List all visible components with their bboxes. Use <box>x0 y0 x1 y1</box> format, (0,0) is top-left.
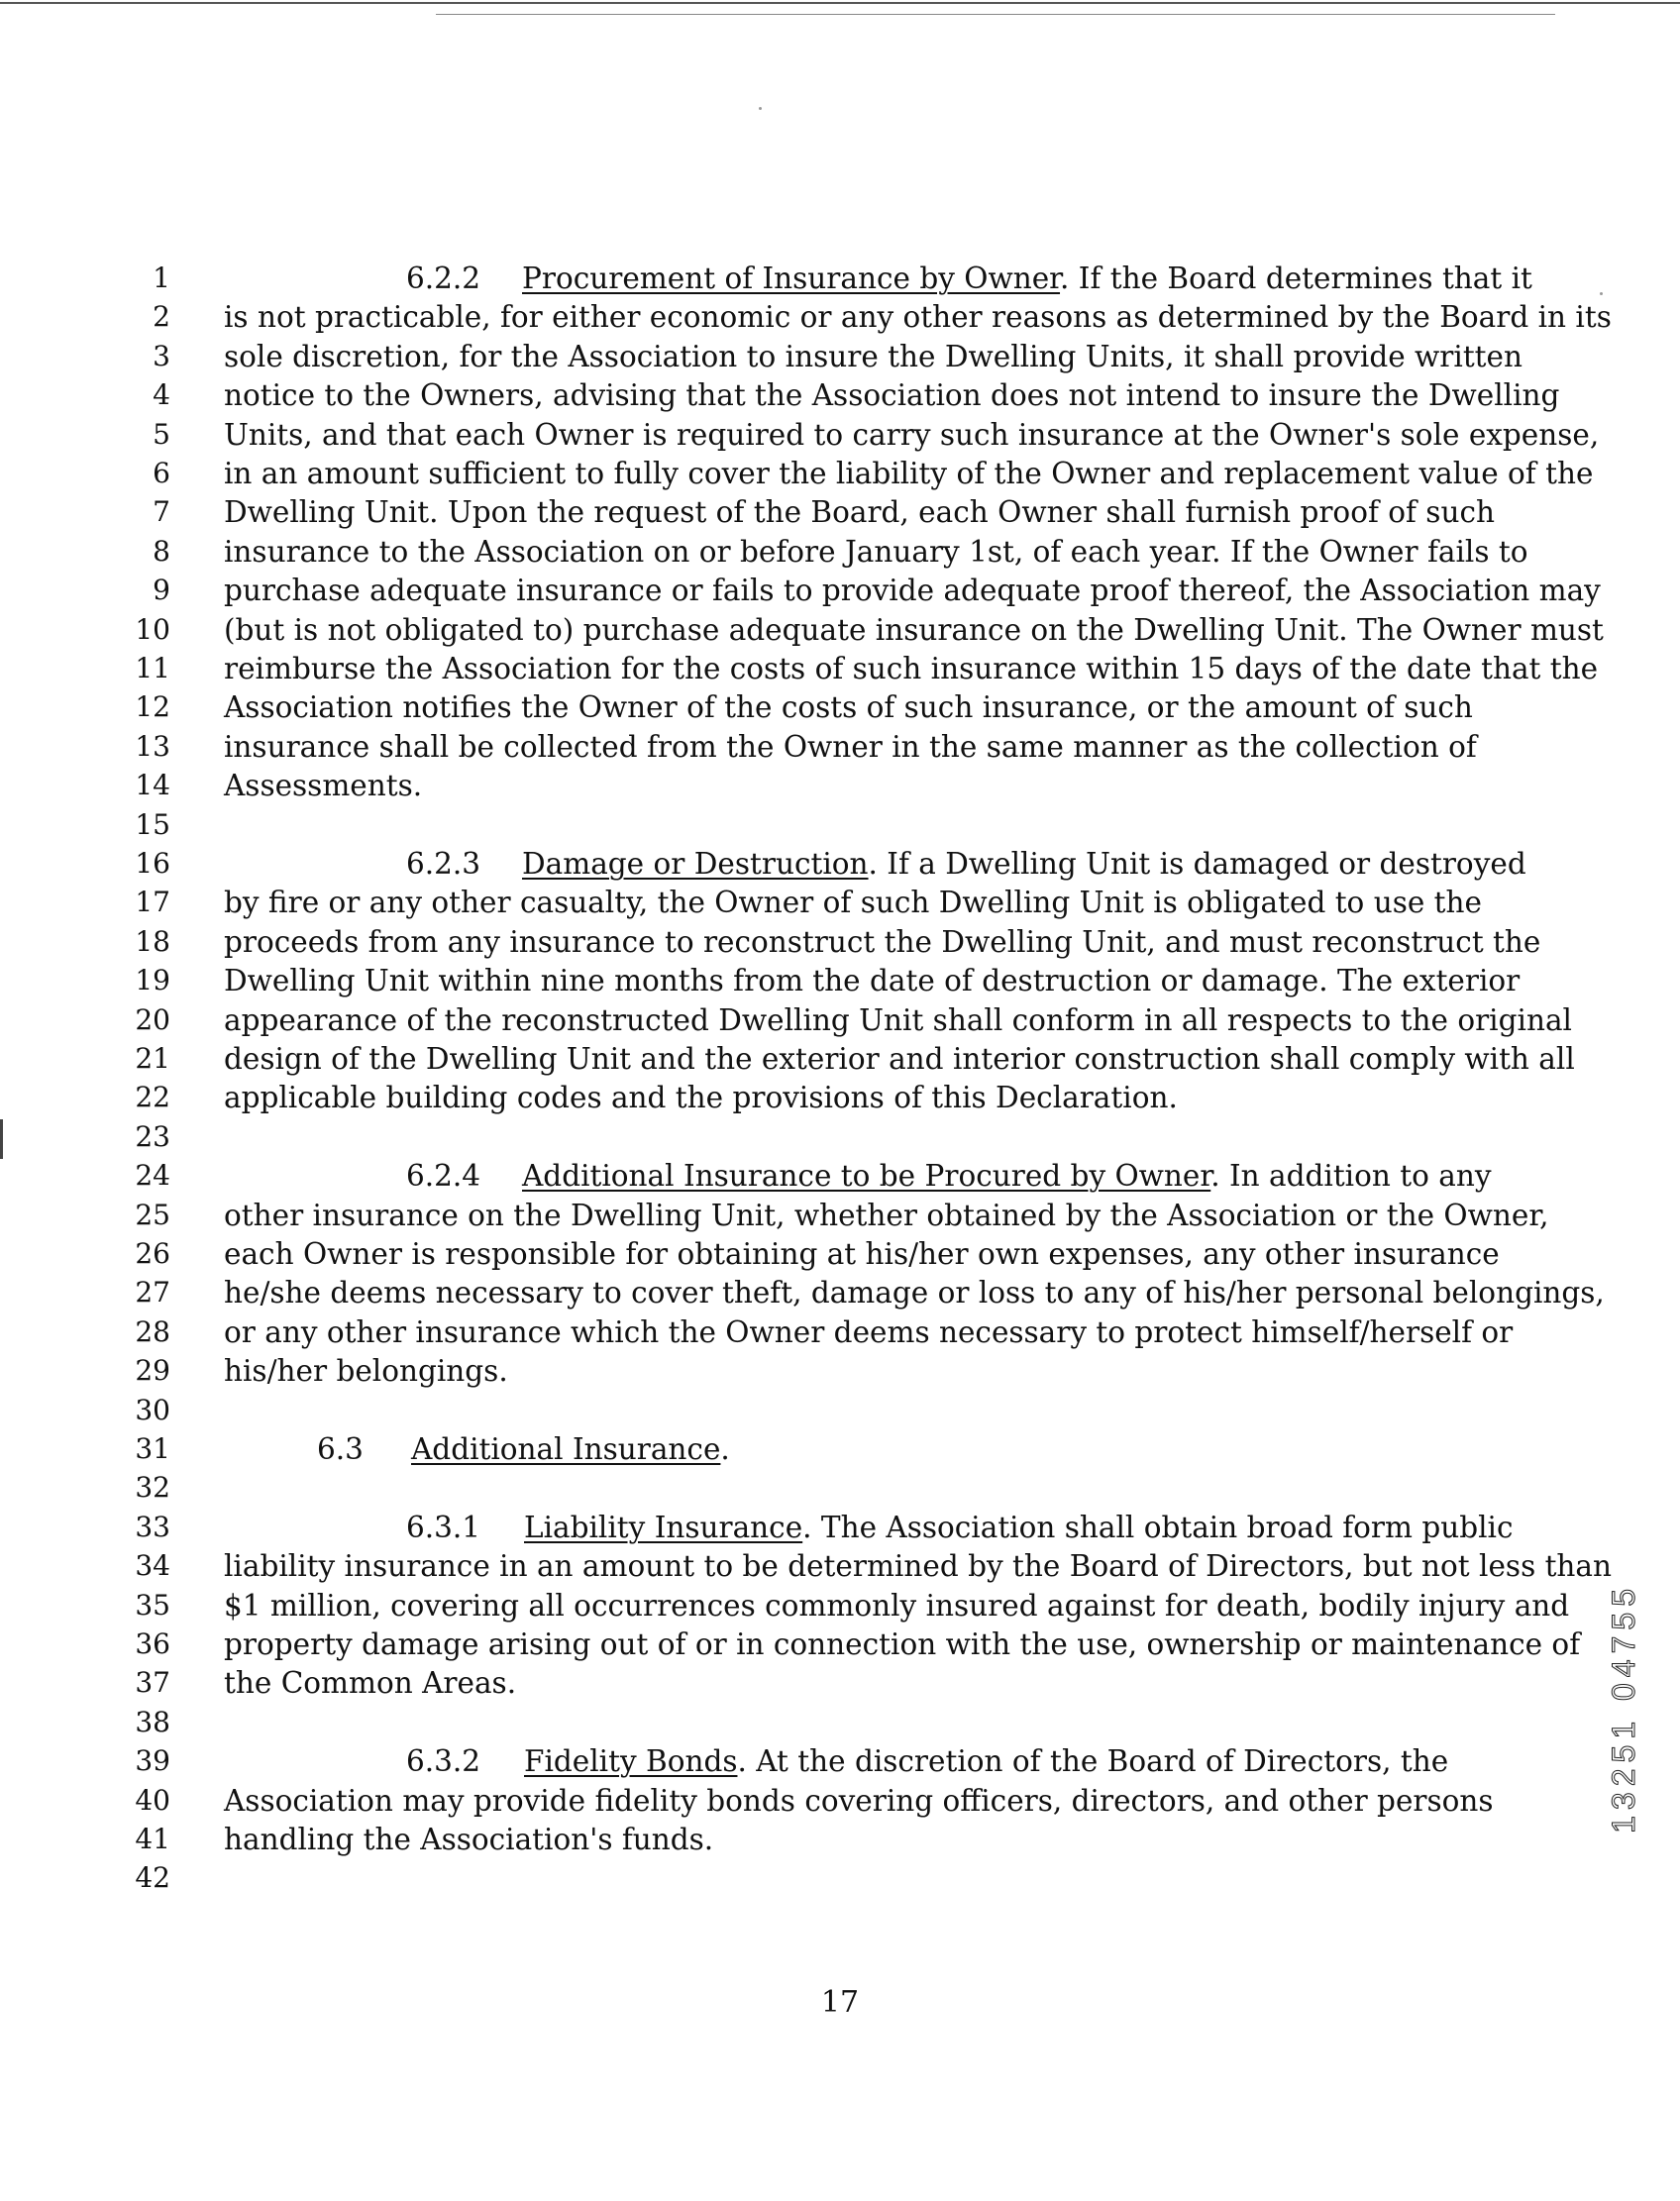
body-line: Assessments. <box>224 769 423 802</box>
body-line: Association notifies the Owner of the costs of such insurance, or the amount of such <box>224 690 1473 724</box>
scan-speck <box>759 107 762 110</box>
section-heading-line <box>224 1508 1514 1547</box>
line-number: 11 <box>135 652 170 684</box>
body-line: notice to the Owners, advising that the Association does not intend to insure the Dwelling <box>224 378 1560 412</box>
scan-top-border <box>0 2 1680 4</box>
line-number: 28 <box>135 1315 170 1348</box>
body-line: property damage arising out of or in connection with the use, ownership or maintenance of <box>224 1627 1581 1661</box>
section-number: 6.3.2 <box>406 1744 481 1778</box>
scan-speck <box>1600 292 1603 295</box>
recording-stamp: 13251 04755 <box>1606 1583 1641 1834</box>
line-number: 9 <box>153 574 170 606</box>
section-number: 6.2.4 <box>406 1159 481 1193</box>
line-number: 6 <box>153 457 170 489</box>
body-line: by fire or any other casualty, the Owner of such Dwelling Unit is obligated to use the <box>224 886 1482 919</box>
line-number: 36 <box>135 1627 170 1660</box>
section-number: 6.3 <box>317 1432 364 1466</box>
line-number: 7 <box>153 495 170 528</box>
body-line: Units, and that each Owner is required to carry such insurance at the Owner's sole expense, <box>224 418 1600 452</box>
body-line: insurance to the Association on or before January 1st, of each year. If the Owner fails to <box>224 535 1528 569</box>
line-number: 12 <box>135 690 170 723</box>
line-number: 39 <box>135 1744 170 1777</box>
line-number: 33 <box>135 1511 170 1543</box>
line-number: 5 <box>153 418 170 451</box>
line-number: 37 <box>135 1666 170 1699</box>
line-number: 35 <box>135 1589 170 1622</box>
body-line: is not practicable, for either economic or any other reasons as determined by the Board in its <box>224 300 1612 334</box>
section-heading: Damage or Destruction <box>522 847 869 881</box>
section-heading-line <box>224 259 1532 298</box>
body-line: reimburse the Association for the costs of such insurance within 15 days of the date that the <box>224 652 1599 685</box>
body-line: in an amount sufficient to fully cover the liability of the Owner and replacement value of the <box>224 457 1594 490</box>
body-line: Dwelling Unit within nine months from the date of destruction or damage. The exterior <box>224 964 1521 997</box>
line-number: 25 <box>135 1199 170 1231</box>
line-number: 21 <box>135 1042 170 1075</box>
body-line: (but is not obligated to) purchase adequate insurance on the Dwelling Unit. The Owner must <box>224 613 1604 647</box>
line-number: 41 <box>135 1823 170 1855</box>
heading-period: . <box>720 1432 730 1466</box>
section-heading-line <box>224 1741 1454 1781</box>
body-line: purchase adequate insurance or fails to provide adequate proof thereof, the Association may <box>224 574 1601 607</box>
section-heading: Additional Insurance <box>411 1432 721 1466</box>
line-number: 24 <box>135 1159 170 1192</box>
line-number: 20 <box>135 1003 170 1036</box>
line-number: 13 <box>135 730 170 763</box>
line-number: 1 <box>153 262 170 294</box>
line-number: 40 <box>135 1784 170 1817</box>
body-line: or any other insurance which the Owner deems necessary to protect himself/herself or <box>224 1315 1514 1349</box>
section-heading: Fidelity Bonds <box>524 1744 738 1778</box>
section-number: 6.3.1 <box>406 1511 481 1544</box>
line-number: 30 <box>135 1394 170 1426</box>
body-line: each Owner is responsible for obtaining at his/her own expenses, any other insurance <box>224 1237 1500 1271</box>
line-number: 26 <box>135 1237 170 1270</box>
body-line: he/she deems necessary to cover theft, damage or loss to any of his/her personal belongings, <box>224 1276 1605 1310</box>
body-line: sole discretion, for the Association to insure the Dwelling Units, it shall provide written <box>224 340 1522 373</box>
section-heading-line <box>224 844 1526 884</box>
line-number: 10 <box>135 613 170 646</box>
section-heading: Additional Insurance to be Procured by Owner <box>522 1159 1211 1193</box>
line-number: 14 <box>135 769 170 801</box>
section-heading-line <box>224 1429 1454 1469</box>
body-line: Association may provide fidelity bonds covering officers, directors, and other persons <box>224 1784 1494 1818</box>
body-line: $1 million, covering all occurrences commonly insured against for death, bodily injury and <box>224 1589 1570 1623</box>
scan-edge-mark <box>0 1119 3 1159</box>
line-number: 16 <box>135 847 170 880</box>
line-number: 38 <box>135 1706 170 1738</box>
body-line: Dwelling Unit. Upon the request of the Board, each Owner shall furnish proof of such <box>224 495 1495 529</box>
line-number: 27 <box>135 1276 170 1309</box>
heading-line-text: . In addition to any <box>1210 1159 1492 1193</box>
line-number: 31 <box>135 1432 170 1465</box>
body-line: liability insurance in an amount to be determined by the Board of Directors, but not less than <box>224 1549 1613 1583</box>
section-heading-line <box>224 1156 1492 1196</box>
heading-line-text: . At the discretion of the Board of Directors, the <box>737 1744 1449 1778</box>
line-number: 15 <box>135 808 170 841</box>
line-number: 4 <box>153 378 170 411</box>
line-number: 32 <box>135 1471 170 1504</box>
heading-line-text: . If the Board determines that it <box>1060 262 1532 295</box>
line-number: 17 <box>135 886 170 918</box>
body-line: his/her belongings. <box>224 1354 508 1388</box>
section-heading: Procurement of Insurance by Owner <box>522 262 1061 295</box>
line-number: 18 <box>135 925 170 958</box>
line-number: 19 <box>135 964 170 996</box>
line-number: 2 <box>153 300 170 333</box>
line-number: 3 <box>153 340 170 372</box>
heading-line-text: . If a Dwelling Unit is damaged or destroyed <box>868 847 1526 881</box>
body-line: applicable building codes and the provisions of this Declaration. <box>224 1081 1178 1114</box>
scan-top-rule <box>436 14 1555 15</box>
body-line: design of the Dwelling Unit and the exterior and interior construction shall comply with all <box>224 1042 1575 1076</box>
line-number: 29 <box>135 1354 170 1387</box>
line-number: 23 <box>135 1120 170 1153</box>
heading-line-text: . The Association shall obtain broad form public <box>802 1511 1514 1544</box>
section-number: 6.2.3 <box>406 847 481 881</box>
body-line: other insurance on the Dwelling Unit, whether obtained by the Association or the Owner, <box>224 1199 1549 1232</box>
section-number: 6.2.2 <box>406 262 481 295</box>
body-line: proceeds from any insurance to reconstruct the Dwelling Unit, and must reconstruct the <box>224 925 1541 959</box>
line-number: 34 <box>135 1549 170 1582</box>
section-heading: Liability Insurance <box>524 1511 803 1544</box>
line-number: 42 <box>135 1861 170 1894</box>
body-line: the Common Areas. <box>224 1666 517 1700</box>
body-line: insurance shall be collected from the Owner in the same manner as the collection of <box>224 730 1477 764</box>
line-number: 22 <box>135 1081 170 1113</box>
body-line: appearance of the reconstructed Dwelling Unit shall conform in all respects to the original <box>224 1003 1572 1037</box>
page-number: 17 <box>820 1985 860 2020</box>
line-number: 8 <box>153 535 170 568</box>
body-line: handling the Association's funds. <box>224 1823 714 1856</box>
